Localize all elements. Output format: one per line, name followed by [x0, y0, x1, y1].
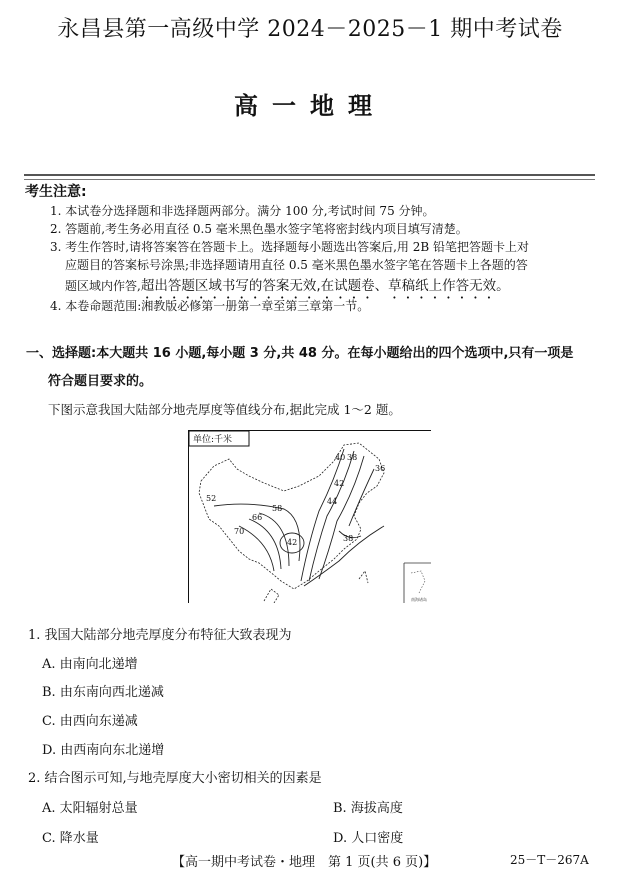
contour-label: 42	[334, 479, 345, 488]
notice-item: 4. 本卷命题范围:湘教版必修第一册第一章至第三章第一节。	[50, 299, 370, 313]
divider	[24, 174, 595, 176]
map-unit-label: 单位:千米	[193, 435, 233, 445]
contour-label: 38	[343, 534, 354, 543]
figure-intro: 下图示意我国大陆部分地壳厚度等值线分布,据此完成 1～2 题。	[48, 402, 401, 417]
option-a: A. 太阳辐射总量	[42, 801, 138, 816]
notice-item-text: 题区域内作答,	[65, 279, 141, 293]
option-b: B. 海拔高度	[333, 801, 403, 816]
inset-label: 南海诸岛	[411, 597, 427, 602]
contour-label: 70	[234, 527, 245, 536]
section-heading: 一、选择题:本大题共 16 小题,每小题 3 分,共 48 分。在每小题给出的四个选项中,只有一项是	[26, 346, 574, 361]
contour-label: 40	[335, 453, 346, 462]
subject-title: 高一地理	[234, 92, 386, 120]
option-b: B. 由东南向西北递减	[42, 685, 164, 700]
contour-label: 52	[206, 494, 217, 503]
notice-item: 应题目的答案标号涂黑;非选择题请用直径 0.5 毫米黑色墨水签字笔在答题卡上各题的答	[65, 258, 528, 272]
notice-item: 1. 本试卷分选择题和非选择题两部分。满分 100 分,考试时间 75 分钟。	[50, 204, 435, 218]
map-figure	[189, 431, 431, 603]
contour-label: 44	[327, 497, 338, 506]
option-c: C. 由西向东递减	[42, 714, 138, 729]
exam-title: 永昌县第一高级中学 2024－2025－1 期中考试卷	[57, 17, 563, 42]
option-c: C. 降水量	[42, 831, 99, 846]
page-footer: 【高一期中考试卷・地理 第 1 页(共 6 页)】	[172, 855, 437, 870]
exam-code: 25－T－267A	[510, 853, 589, 867]
notice-item: 3. 考生作答时,请将答案答在答题卡上。选择题每小题选出答案后,用 2B 铅笔把答题卡上对	[50, 240, 529, 254]
divider	[24, 179, 595, 180]
option-d: D. 由西南向东北递增	[42, 743, 165, 758]
contour-label: 38	[347, 453, 358, 462]
section-heading-cont: 符合题目要求的。	[48, 374, 153, 389]
option-a: A. 由南向北递增	[42, 657, 138, 672]
contour-label: 36	[375, 464, 386, 473]
notice-emphasis: 超出答题区域书写的答案无效,在试题卷、草稿纸上作答无效。	[140, 278, 510, 294]
notice-item: 2. 答题前,考生务必用直径 0.5 毫米黑色墨水签字笔将密封线内项目填写清楚。	[50, 222, 468, 236]
contour-label: 42	[287, 538, 298, 547]
option-d: D. 人口密度	[333, 831, 404, 846]
notice-heading: 考生注意:	[25, 184, 87, 200]
question-stem: 2. 结合图示可知,与地壳厚度大小密切相关的因素是	[28, 771, 322, 786]
crust-thickness-map	[188, 430, 431, 603]
contour-label: 66	[252, 513, 263, 522]
question-stem: 1. 我国大陆部分地壳厚度分布特征大致表现为	[28, 628, 292, 643]
contour-label: 58	[272, 504, 283, 513]
